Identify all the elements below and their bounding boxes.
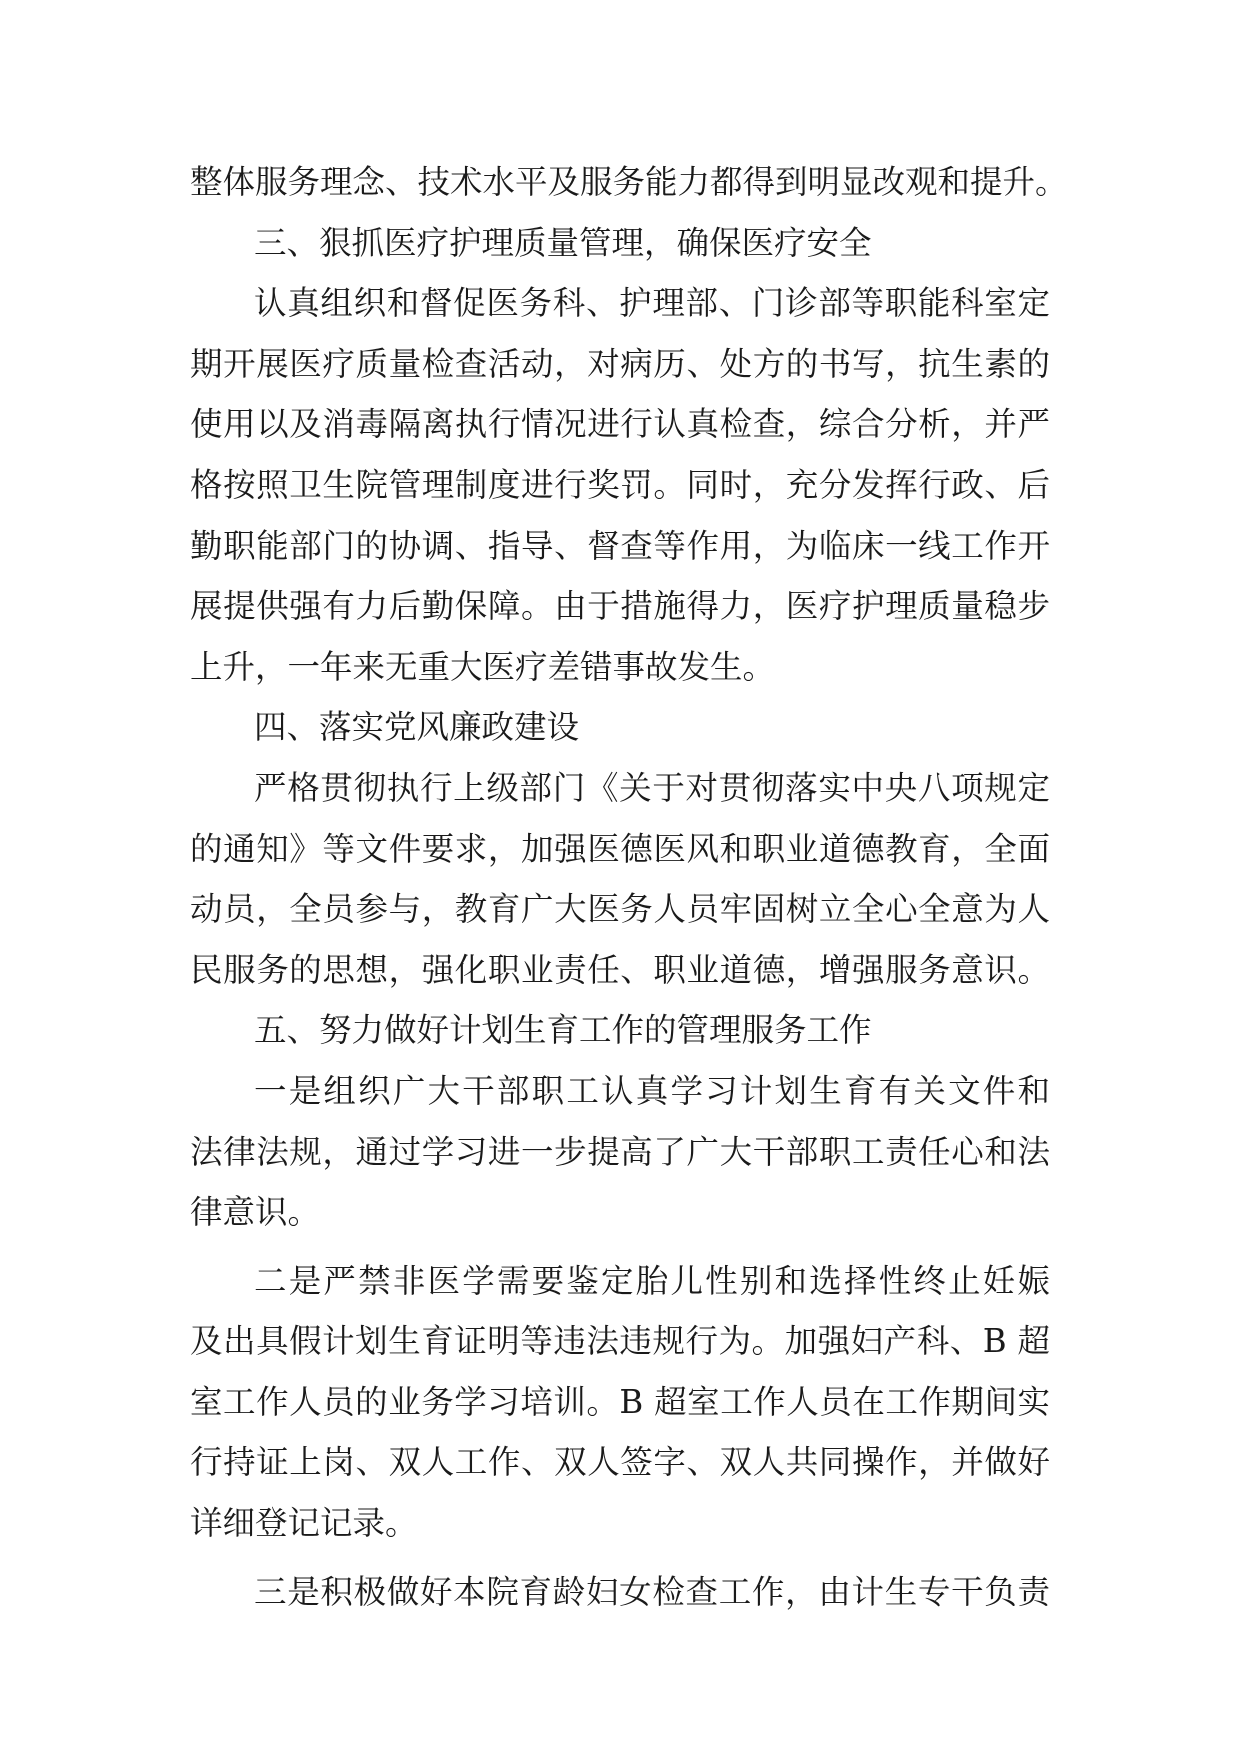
section-heading-4: 四、落实党风廉政建设 [254, 708, 580, 747]
body-text-line: 民服务的思想，强化职业责任、职业道德，增强服务意识。 [190, 950, 1050, 989]
body-text-line: 上升，一年来无重大医疗差错事故发生。 [190, 647, 776, 686]
body-text-line: 期开展医疗质量检查活动，对病历、处方的书写，抗生素的 [190, 344, 1050, 383]
body-text-line: 二是严禁非医学需要鉴定胎儿性别和选择性终止妊娠 [254, 1261, 1050, 1300]
body-text-line: 严格贯彻执行上级部门《关于对贯彻落实中央八项规定 [254, 768, 1050, 807]
document-page [190, 152, 1068, 1622]
body-text-line: 详细登记记录。 [190, 1504, 418, 1543]
body-text-line: 勤职能部门的协调、指导、督查等作用，为临床一线工作开 [190, 526, 1050, 565]
body-text-line: 三是积极做好本院育龄妇女检查工作，由计生专干负责 [254, 1572, 1050, 1611]
body-text-line: 律意识。 [190, 1193, 321, 1232]
body-text-line: 法律法规，通过学习进一步提高了广大干部职工责任心和法 [190, 1132, 1050, 1171]
body-text-line: 整体服务理念、技术水平及服务能力都得到明显改观和提升。 [190, 163, 1068, 201]
body-text-line: 及出具假计划生育证明等违法违规行为。加强妇产科、B 超 [190, 1322, 1050, 1361]
body-text-line: 室工作人员的业务学习培训。B 超室工作人员在工作期间实 [190, 1382, 1050, 1421]
body-text-line: 行持证上岗、双人工作、双人签字、双人共同操作，并做好 [190, 1443, 1050, 1482]
section-heading-5: 五、努力做好计划生育工作的管理服务工作 [254, 1011, 872, 1050]
body-text-line: 格按照卫生院管理制度进行奖罚。同时，充分发挥行政、后 [190, 465, 1050, 504]
body-text-line: 使用以及消毒隔离执行情况进行认真检查，综合分析，并严 [190, 405, 1050, 444]
paragraph-gap [190, 1243, 1050, 1251]
body-text-line: 动员，全员参与，教育广大医务人员牢固树立全心全意为人 [190, 890, 1050, 929]
section-heading-3: 三、狠抓医疗护理质量管理，确保医疗安全 [254, 223, 872, 262]
body-text-line: 认真组织和督促医务科、护理部、门诊部等职能科室定 [254, 284, 1050, 323]
body-text-line: 展提供强有力后勤保障。由于措施得力，医疗护理质量稳步 [190, 587, 1050, 626]
body-text-line: 的通知》等文件要求，加强医德医风和职业道德教育，全面 [190, 829, 1050, 868]
paragraph-gap [190, 1554, 1050, 1562]
body-text-line: 一是组织广大干部职工认真学习计划生育有关文件和 [254, 1071, 1050, 1110]
